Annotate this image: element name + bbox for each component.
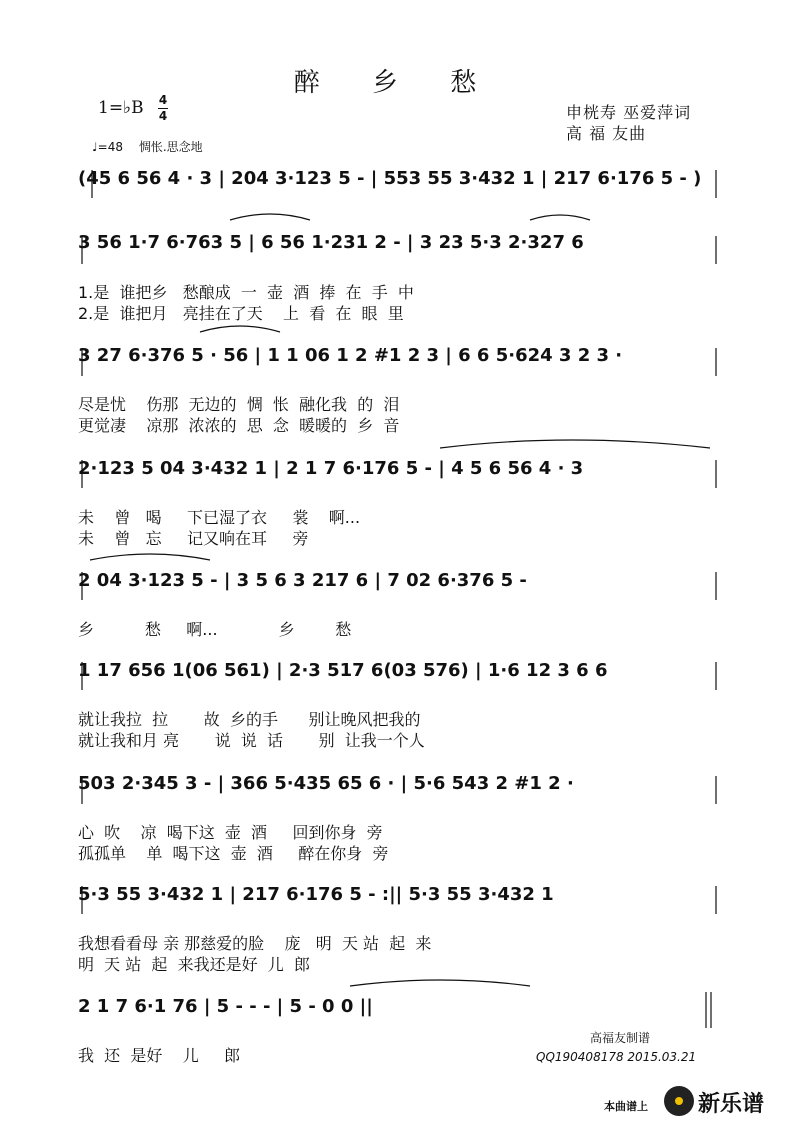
lyric-row-7b: 孤孤单 单 喝下这 壶 酒 醉在你身 旁 [78, 844, 389, 863]
lyric-row-6a: 就让我拉 拉 故 乡的手 别让晚风把我的 [78, 710, 421, 729]
notation-row-2: 3 56 1·7 6·763 5 | 6 56 1·231 2 - | 3 23 5·3 2·327 6 [78, 232, 584, 253]
lyric-row-8a: 我想看看母 亲 那慈爱的脸 庞 明 天 站 起 来 [78, 934, 432, 953]
time-bottom: 4 [158, 109, 168, 123]
lyricist-credit: 申桄寿 巫爱萍词 [566, 103, 692, 122]
notation-row-6: 1 17 656 1(06 561) | 2·3 517 6(03 576) | 1·6 12 3 6 6 [78, 660, 608, 681]
lyric-row-3b: 更觉凄 凉那 浓浓的 思 念 暖暖的 乡 音 [78, 416, 400, 435]
lyric-row-2b: 2.是 谁把月 亮挂在了天 上 看 在 眼 里 [78, 304, 404, 323]
lyric-row-4b: 未 曾 忘 记又响在耳 旁 [78, 529, 309, 548]
key-signature: 1=♭B [98, 98, 144, 118]
notation-row-7: 503 2·345 3 - | 366 5·435 65 6 · | 5·6 543 2 #1 2 · [78, 773, 574, 794]
notation-row-5: 2 04 3·123 5 - | 3 5 6 3 217 6 | 7 02 6·376 5 - [78, 570, 527, 591]
notation-row-8: 5·3 55 3·432 1 | 217 6·176 5 - :|| 5·3 55 3·432 1 [78, 884, 554, 905]
notation-row-1: (45 6 56 4 · 3 | 204 3·123 5 - | 553 55 3·432 1 | 217 6·176 5 - ) [78, 168, 702, 189]
tempo-value: ♩=48 [92, 140, 123, 154]
lyric-row-3a: 尽是忧 伤那 无边的 惆 怅 融化我 的 泪 [78, 395, 400, 414]
brand-logo: 新乐谱 [698, 1092, 765, 1117]
lyric-row-4a: 未 曾 喝 下已湿了衣 裳 啊... [78, 508, 361, 527]
lyric-row-9a: 我 还 是好 儿 郎 [78, 1046, 241, 1065]
lyric-row-5a: 乡 愁 啊... 乡 愁 [78, 620, 352, 639]
expression-text: 惆怅.思念地 [138, 140, 203, 154]
arranger-credit: 高福友制谱 [590, 1031, 651, 1045]
time-top: 4 [158, 93, 168, 107]
lyric-row-8b: 明 天 站 起 来我还是好 儿 郎 [78, 955, 310, 974]
song-title: 醉 乡 愁 [293, 68, 499, 98]
lyric-row-6b: 就让我和月 亮 说 说 话 别 让我一个人 [78, 731, 425, 750]
lyric-row-2a: 1.是 谁把乡 愁酿成 一 壶 酒 捧 在 手 中 [78, 283, 414, 302]
composer-credit: 高 福 友曲 [566, 124, 647, 143]
notation-row-4: 2·123 5 04 3·432 1 | 2 1 7 6·176 5 - | 4 5 6 56 4 · 3 [78, 458, 584, 479]
contact-info: QQ190408178 2015.03.21 [536, 1050, 697, 1064]
lyric-row-7a: 心 吹 凉 喝下这 壶 酒 回到你身 旁 [78, 823, 383, 842]
source-label: 本曲谱上 [604, 1100, 648, 1113]
notation-row-3: 3 27 6·376 5 · 56 | 1 1 06 1 2 #1 2 3 | 6 6 5·624 3 2 3 · [78, 345, 623, 366]
notation-row-9: 2 1 7 6·1 76 | 5 - - - | 5 - 0 0 || [78, 996, 373, 1017]
